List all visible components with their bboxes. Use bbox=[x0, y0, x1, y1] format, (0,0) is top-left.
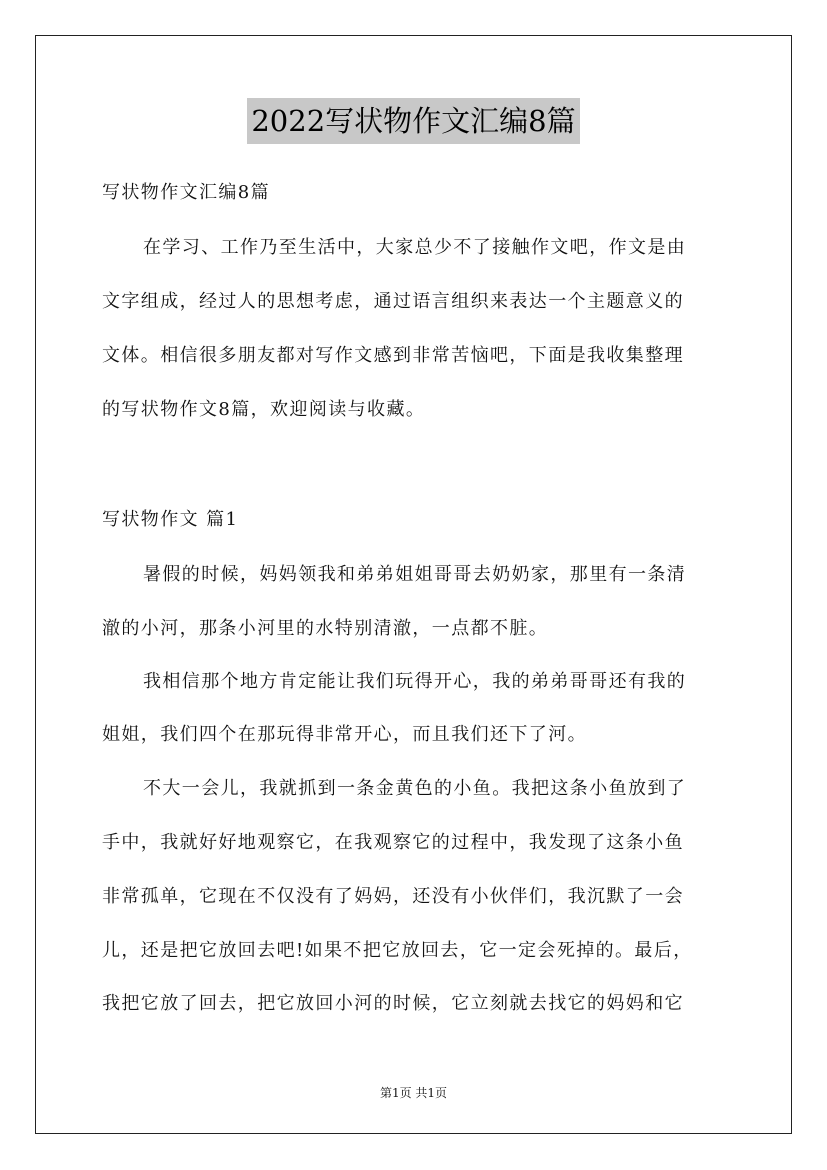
intro-line: 文字组成，经过人的思想考虑，通过语言组织来表达一个主题意义的 bbox=[102, 291, 684, 312]
body-line: 儿，还是把它放回去吧!如果不把它放回去，它一定会死掉的。最后， bbox=[102, 940, 693, 961]
intro-line: 在学习、工作乃至生活中，大家总少不了接触作文吧，作文是由 bbox=[143, 237, 687, 258]
page-number-footer: 第1页 共1页 bbox=[379, 1086, 448, 1100]
body-line: 姐姐，我们四个在那玩得非常开心，而且我们还下了河。 bbox=[102, 724, 587, 745]
section-heading: 写状物作文 篇1 bbox=[102, 509, 239, 530]
body-line: 手中，我就好好地观察它，在我观察它的过程中，我发现了这条小鱼 bbox=[102, 832, 684, 853]
document-subtitle: 写状物作文汇编8篇 bbox=[102, 182, 271, 203]
body-line: 暑假的时候，妈妈领我和弟弟姐姐哥哥去奶奶家，那里有一条清 bbox=[143, 564, 687, 585]
body-line: 不大一会儿，我就抓到一条金黄色的小鱼。我把这条小鱼放到了 bbox=[143, 778, 687, 799]
body-line: 我把它放了回去，把它放回小河的时候，它立刻就去找它的妈妈和它 bbox=[102, 993, 684, 1014]
document-title: 2022写状物作文汇编8篇 bbox=[247, 98, 579, 144]
body-line: 澈的小河，那条小河里的水特别清澈，一点都不脏。 bbox=[102, 618, 549, 639]
body-line: 非常孤单，它现在不仅没有了妈妈，还没有小伙伴们，我沉默了一会 bbox=[102, 886, 684, 907]
body-line: 我相信那个地方肯定能让我们玩得开心，我的弟弟哥哥还有我的 bbox=[143, 671, 687, 692]
intro-line: 文体。相信很多朋友都对写作文感到非常苦恼吧，下面是我收集整理 bbox=[102, 345, 684, 366]
intro-line: 的写状物作文8篇，欢迎阅读与收藏。 bbox=[102, 399, 426, 420]
title-container bbox=[0, 98, 827, 144]
